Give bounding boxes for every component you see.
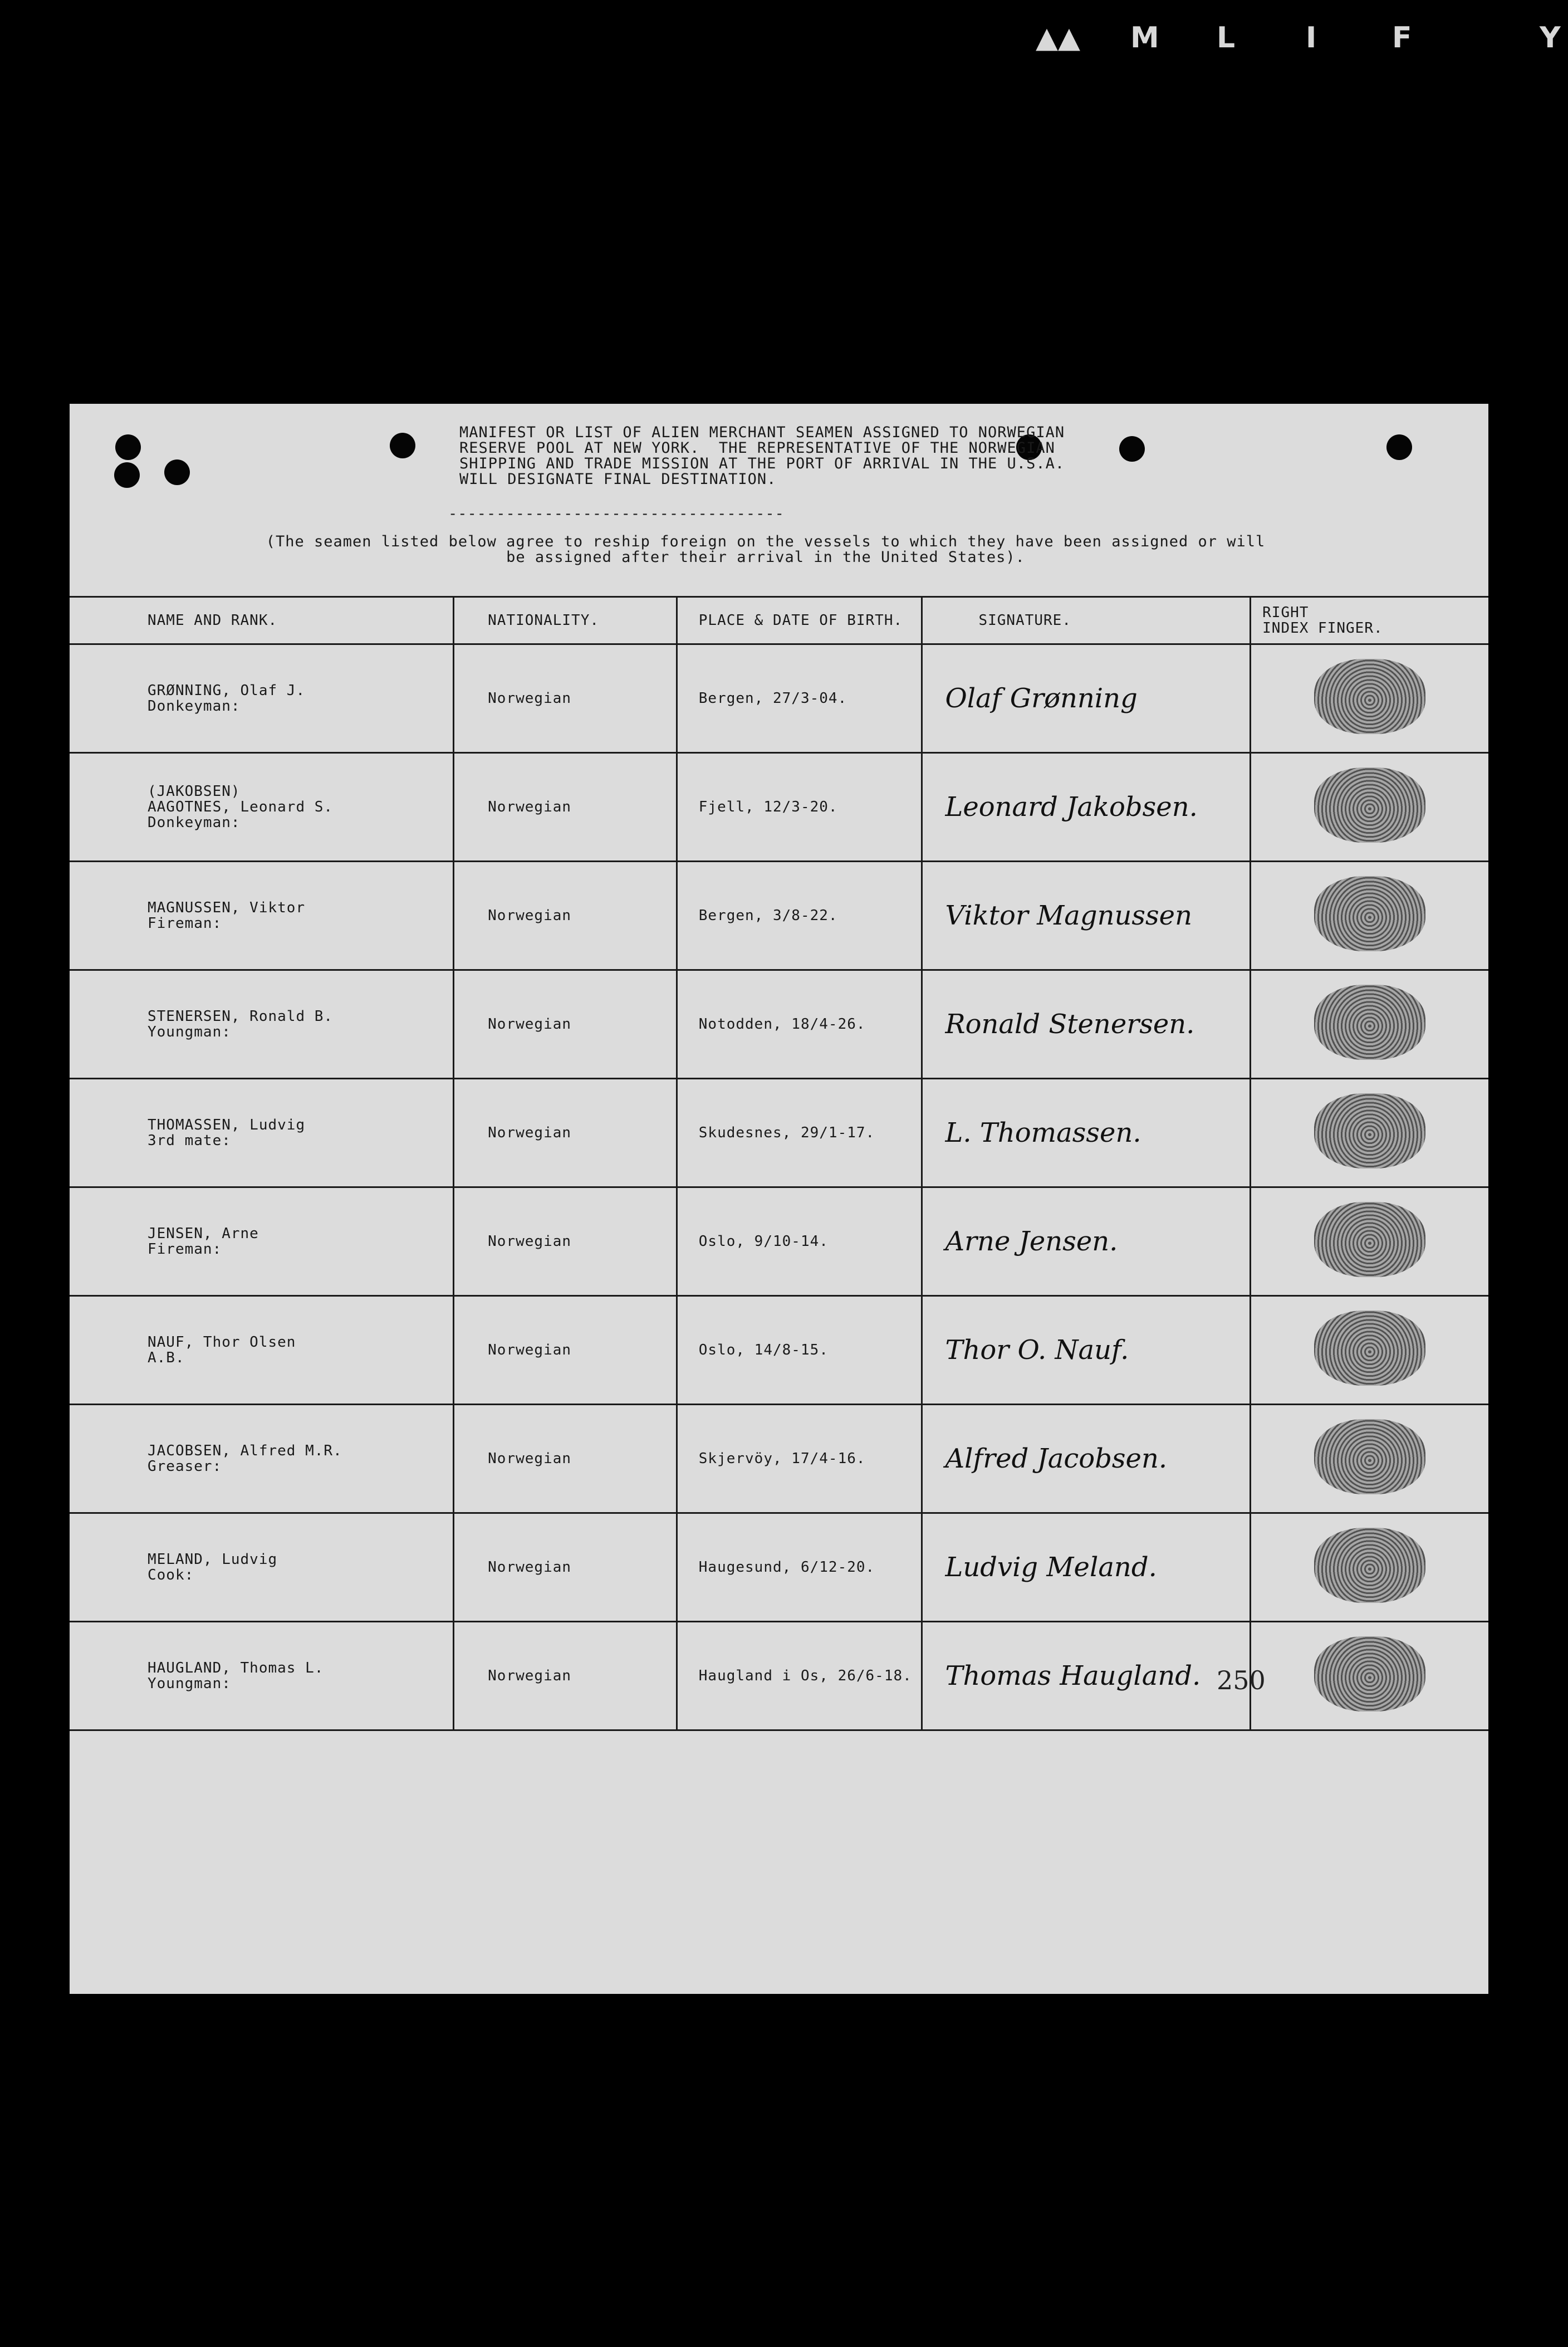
seaman-name-cell — [70, 1513, 454, 1622]
punch-hole — [1386, 434, 1412, 460]
fingerprint-cell — [1251, 1079, 1488, 1187]
seaman-name: NAUF, Thor Olsen — [148, 1334, 296, 1351]
signature-cell: Alfred Jacobsen. — [922, 1405, 1251, 1513]
col-birth-header: PLACE & DATE OF BIRTH. — [677, 597, 922, 644]
col-signature-header: SIGNATURE. — [922, 597, 1251, 644]
film-triangles: ▲▲ — [1036, 21, 1080, 55]
fingerprint-cell — [1251, 644, 1488, 753]
fingerprint-image — [1314, 767, 1425, 843]
fingerprint-cell — [1251, 1187, 1488, 1296]
seaman-name-cell — [70, 1079, 454, 1187]
manifest-page — [70, 404, 1488, 1994]
nationality-cell: Norwegian — [454, 1513, 677, 1622]
separator-line: ----------------------------------- — [448, 505, 785, 522]
signature-cell: Ludvig Meland. — [922, 1513, 1251, 1622]
signature-cell: Arne Jensen. — [922, 1187, 1251, 1296]
nationality-cell: Norwegian — [454, 1296, 677, 1405]
table-row — [70, 1622, 1488, 1730]
col-nationality-header: NATIONALITY. — [454, 597, 677, 644]
fingerprint-header-line-1: RIGHT — [1262, 604, 1309, 621]
table-row — [70, 970, 1488, 1079]
seaman-name-cell — [70, 862, 454, 970]
seaman-name-cell — [70, 1187, 454, 1296]
nationality-cell: Norwegian — [454, 970, 677, 1079]
table-body — [70, 644, 1488, 1730]
birth-cell: Fjell, 12/3-20. — [677, 753, 922, 862]
seaman-name: STENERSEN, Ronald B. — [148, 1008, 334, 1025]
nationality-cell: Norwegian — [454, 1079, 677, 1187]
signature-cell: Thor O. Nauf. — [922, 1296, 1251, 1405]
seaman-name-cell — [70, 1405, 454, 1513]
seaman-name: MELAND, Ludvig — [148, 1551, 278, 1568]
signature-cell: Ronald Stenersen. — [922, 970, 1251, 1079]
table-row — [70, 862, 1488, 970]
birth-cell: Oslo, 14/8-15. — [677, 1296, 922, 1405]
seaman-name: AAGOTNES, Leonard S. — [148, 799, 334, 815]
birth-cell: Oslo, 9/10-14. — [677, 1187, 922, 1296]
fingerprint-image — [1314, 1528, 1425, 1603]
signature-cell: Thomas Haugland. — [922, 1622, 1251, 1730]
film-letter-f: F — [1392, 21, 1412, 55]
film-letter-y: Y — [1540, 21, 1561, 55]
table-header-row — [70, 597, 1488, 644]
fingerprint-image — [1314, 876, 1425, 951]
table-row — [70, 644, 1488, 753]
seaman-name: HAUGLAND, Thomas L. — [148, 1660, 324, 1676]
page-number-stamp: 250 — [1217, 1665, 1266, 1695]
seaman-name-cell — [70, 970, 454, 1079]
fingerprint-cell — [1251, 1513, 1488, 1622]
birth-cell: Notodden, 18/4-26. — [677, 970, 922, 1079]
table-row — [70, 1079, 1488, 1187]
fingerprint-image — [1314, 1202, 1425, 1277]
punch-hole — [115, 434, 141, 460]
birth-cell: Bergen, 3/8-22. — [677, 862, 922, 970]
birth-cell: Skjervöy, 17/4-16. — [677, 1405, 922, 1513]
fingerprint-image — [1314, 659, 1425, 734]
birth-cell: Haugesund, 6/12-20. — [677, 1513, 922, 1622]
seaman-name-cell — [70, 1622, 454, 1730]
manifest-header: MANIFEST OR LIST OF ALIEN MERCHANT SEAMEN ASSIGNED TO NORWEGIAN RESERVE POOL AT NEW YORK. THE REPRESENTATIVE OF THE NORWEGIAN SHIPPING AND TRADE MISSION AT THE PORT OF ARRIVAL IN THE U.S.A. WILL DESIGNATE FINAL DESTINATION. — [459, 424, 1065, 488]
fingerprint-image — [1314, 1636, 1425, 1712]
fingerprint-image — [1314, 1419, 1425, 1494]
film-strip-label — [1025, 17, 1568, 61]
nationality-cell: Norwegian — [454, 1187, 677, 1296]
name-note: (JAKOBSEN) — [148, 783, 241, 800]
reship-notice: (The seamen listed below agree to reship foreign on the vessels to which they have been assigned or will be assigned after their arrival in the United States). — [266, 533, 1266, 566]
seaman-rank: A.B. — [148, 1349, 185, 1366]
seaman-rank: Youngman: — [148, 1675, 231, 1692]
fingerprint-header-line-2: INDEX FINGER. — [1262, 620, 1383, 637]
nationality-cell: Norwegian — [454, 753, 677, 862]
nationality-cell: Norwegian — [454, 862, 677, 970]
fingerprint-cell — [1251, 1296, 1488, 1405]
fingerprint-image — [1314, 1311, 1425, 1386]
fingerprint-cell — [1251, 1405, 1488, 1513]
seaman-name-cell — [70, 1296, 454, 1405]
table-row — [70, 1405, 1488, 1513]
punch-hole — [164, 459, 190, 485]
seaman-rank: Greaser: — [148, 1458, 222, 1475]
birth-cell: Haugland i Os, 26/6-18. — [677, 1622, 922, 1730]
table-row — [70, 753, 1488, 862]
table-row — [70, 1296, 1488, 1405]
fingerprint-cell — [1251, 970, 1488, 1079]
film-letter-m: M — [1130, 21, 1159, 55]
seaman-name: THOMASSEN, Ludvig — [148, 1117, 306, 1133]
seaman-rank: Donkeyman: — [148, 814, 241, 831]
film-letter-i: I — [1306, 21, 1317, 55]
fingerprint-cell — [1251, 753, 1488, 862]
birth-cell: Bergen, 27/3-04. — [677, 644, 922, 753]
nationality-cell: Norwegian — [454, 1405, 677, 1513]
punch-hole — [390, 433, 415, 458]
nationality-cell: Norwegian — [454, 1622, 677, 1730]
birth-cell: Skudesnes, 29/1-17. — [677, 1079, 922, 1187]
seaman-rank: Donkeyman: — [148, 698, 241, 715]
signature-cell: Leonard Jakobsen. — [922, 753, 1251, 862]
seaman-rank: 3rd mate: — [148, 1132, 231, 1149]
seaman-name-cell — [70, 644, 454, 753]
fingerprint-cell — [1251, 1622, 1488, 1730]
seaman-rank: Fireman: — [148, 915, 222, 932]
seaman-name: GRØNNING, Olaf J. — [148, 682, 306, 699]
seaman-name: JENSEN, Arne — [148, 1225, 259, 1242]
signature-cell: L. Thomassen. — [922, 1079, 1251, 1187]
seaman-rank: Youngman: — [148, 1024, 231, 1040]
seaman-name-cell — [70, 753, 454, 862]
seaman-rank: Fireman: — [148, 1241, 222, 1258]
signature-cell: Viktor Magnussen — [922, 862, 1251, 970]
col-fingerprint-header — [1251, 597, 1488, 644]
fingerprint-cell — [1251, 862, 1488, 970]
table-row — [70, 1513, 1488, 1622]
film-letter-l: L — [1217, 21, 1236, 55]
fingerprint-image — [1314, 985, 1425, 1060]
seaman-rank: Cook: — [148, 1567, 194, 1583]
fingerprint-image — [1314, 1093, 1425, 1168]
table-row — [70, 1187, 1488, 1296]
punch-hole — [114, 462, 140, 488]
signature-cell: Olaf Grønning — [922, 644, 1251, 753]
seaman-name: JACOBSEN, Alfred M.R. — [148, 1443, 342, 1459]
col-name-header: NAME AND RANK. — [70, 597, 454, 644]
seamen-table — [70, 596, 1488, 1731]
seaman-name: MAGNUSSEN, Viktor — [148, 899, 306, 916]
nationality-cell: Norwegian — [454, 644, 677, 753]
